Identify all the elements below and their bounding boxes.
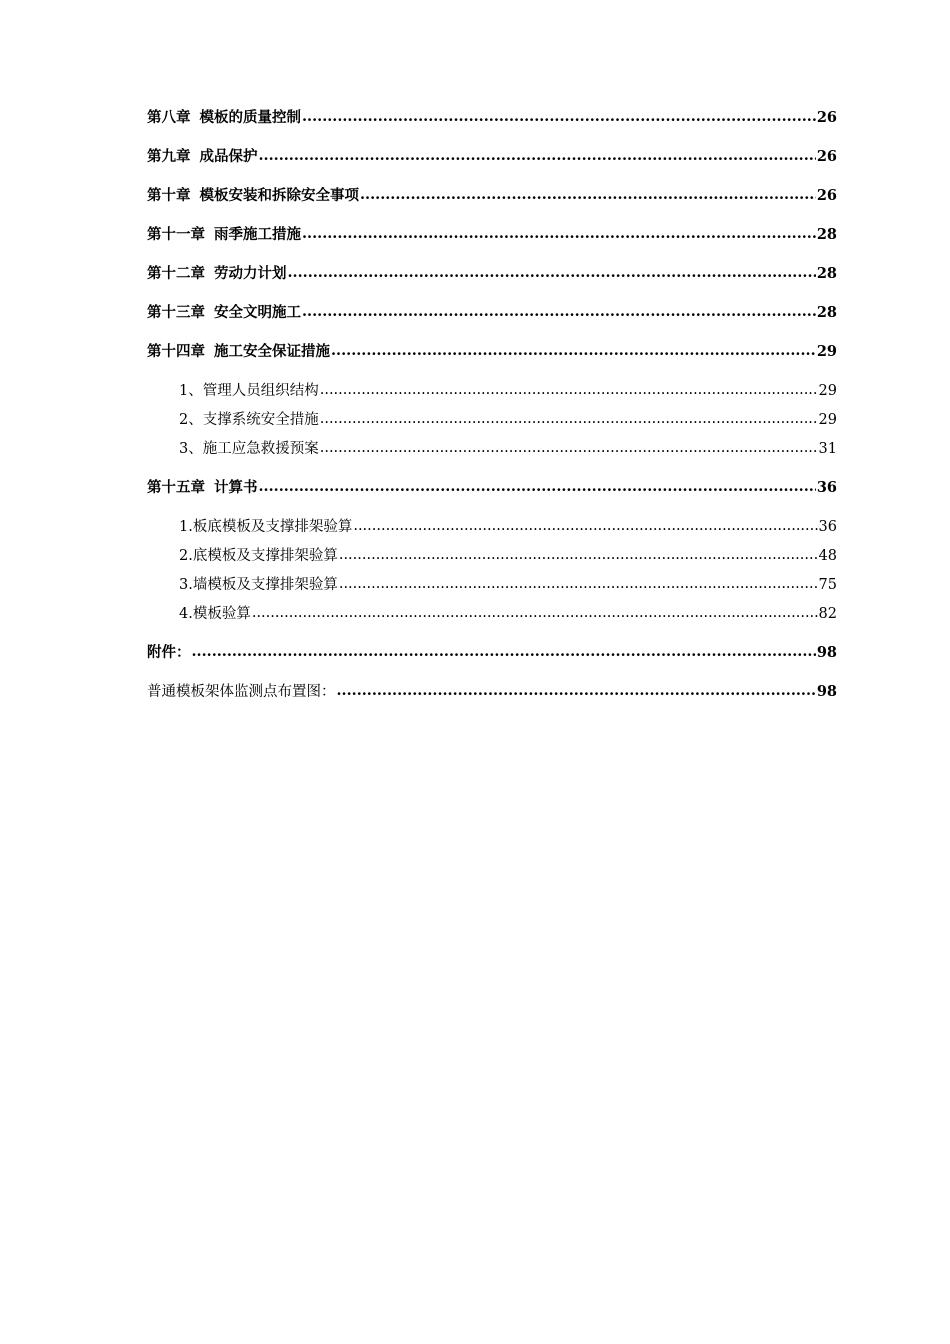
dot-leader <box>320 438 818 458</box>
dot-leader <box>353 516 817 536</box>
chapter-title: 模板的质量控制 <box>199 109 301 126</box>
page-number: 31 <box>818 441 837 457</box>
dot-leader <box>339 545 818 565</box>
dot-leader <box>302 107 816 127</box>
chapter-title: 计算书 <box>214 479 258 496</box>
table-of-contents <box>147 108 837 702</box>
page-number: 28 <box>816 265 837 282</box>
chapter-title: 施工安全保证措施 <box>214 343 330 360</box>
appendix-item-title: 普通模板架体监测点布置图： <box>147 684 336 700</box>
toc-entry-section-15-2[interactable] <box>147 546 837 566</box>
chapter-title: 模板安装和拆除安全事项 <box>199 187 359 204</box>
page-number: 82 <box>818 606 837 622</box>
chapter-title: 安全文明施工 <box>214 304 301 321</box>
chapter-number: 第十五章 <box>147 479 205 496</box>
dot-leader <box>320 380 818 400</box>
page-number: 36 <box>818 519 837 535</box>
toc-entry-chapter-11[interactable] <box>147 225 837 245</box>
toc-entry-appendix[interactable] <box>147 643 837 663</box>
section-title: 1.板底模板及支撑排架验算 <box>179 519 353 535</box>
dot-leader <box>302 224 816 244</box>
chapter-number: 第九章 <box>147 148 191 165</box>
chapter-number: 第十三章 <box>147 304 205 321</box>
dot-leader <box>302 302 816 322</box>
chapter-title: 雨季施工措施 <box>214 226 301 243</box>
toc-entry-section-15-3[interactable] <box>147 575 837 595</box>
page-number: 75 <box>818 577 837 593</box>
section-title: 1、管理人员组织结构 <box>179 383 319 399</box>
toc-entry-appendix-item[interactable] <box>147 682 837 702</box>
dot-leader <box>288 263 816 283</box>
dot-leader <box>259 146 816 166</box>
chapter-number: 第十二章 <box>147 265 205 282</box>
page-number: 29 <box>816 343 837 360</box>
chapter-title: 劳动力计划 <box>214 265 287 282</box>
page-number: 98 <box>816 683 837 700</box>
page-number: 28 <box>816 226 837 243</box>
chapter-title: 成品保护 <box>199 148 258 165</box>
page-number: 26 <box>816 109 837 126</box>
toc-entry-section-15-1[interactable] <box>147 517 837 537</box>
toc-entry-chapter-14[interactable] <box>147 342 837 362</box>
toc-entry-section-15-4[interactable] <box>147 604 837 624</box>
chapter-number: 第十四章 <box>147 343 205 360</box>
dot-leader <box>331 341 816 361</box>
section-title: 3、施工应急救援预案 <box>179 441 319 457</box>
page-number: 29 <box>818 383 837 399</box>
appendix-title: 附件： <box>147 644 191 661</box>
section-title: 3.墙模板及支撑排架验算 <box>179 577 338 593</box>
chapter-number: 第八章 <box>147 109 191 126</box>
toc-entry-chapter-15[interactable] <box>147 478 837 498</box>
toc-entry-section-14-1[interactable] <box>147 381 837 401</box>
page-number: 36 <box>816 479 837 496</box>
page-number: 28 <box>816 304 837 321</box>
dot-leader <box>320 409 818 429</box>
page-number: 26 <box>816 187 837 204</box>
toc-entry-chapter-9[interactable] <box>147 147 837 167</box>
page-number: 48 <box>818 548 837 564</box>
toc-entry-chapter-12[interactable] <box>147 264 837 284</box>
page-number: 98 <box>816 644 837 661</box>
dot-leader <box>339 574 818 594</box>
dot-leader <box>192 642 816 662</box>
dot-leader <box>259 477 816 497</box>
page-number: 26 <box>816 148 837 165</box>
toc-entry-chapter-13[interactable] <box>147 303 837 323</box>
section-title: 2、支撑系统安全措施 <box>179 412 319 428</box>
toc-entry-chapter-10[interactable] <box>147 186 837 206</box>
dot-leader <box>252 603 818 623</box>
toc-entry-section-14-2[interactable] <box>147 410 837 430</box>
page-number: 29 <box>818 412 837 428</box>
section-title: 4.模板验算 <box>179 606 251 622</box>
toc-entry-section-14-3[interactable] <box>147 439 837 459</box>
dot-leader <box>337 681 816 701</box>
section-title: 2.底模板及支撑排架验算 <box>179 548 338 564</box>
chapter-number: 第十章 <box>147 187 191 204</box>
toc-entry-chapter-8[interactable] <box>147 108 837 128</box>
dot-leader <box>360 185 816 205</box>
chapter-number: 第十一章 <box>147 226 205 243</box>
